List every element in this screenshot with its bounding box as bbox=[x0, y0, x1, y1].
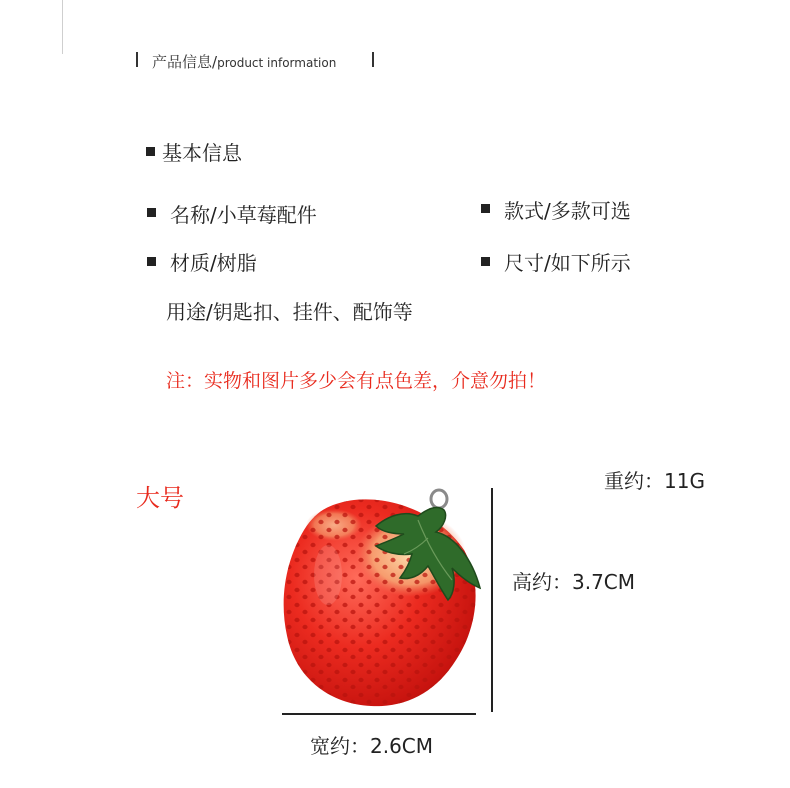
weight-label: 重约：11G bbox=[604, 469, 705, 493]
bullet-square bbox=[481, 204, 490, 213]
info-material: 材质/树脂 bbox=[170, 251, 257, 275]
bullet-square bbox=[147, 257, 156, 266]
bullet-square bbox=[146, 147, 155, 156]
bullet-square bbox=[147, 208, 156, 217]
info-name: 名称/小草莓配件 bbox=[170, 203, 317, 227]
info-usage: 用途/钥匙扣、挂件、配饰等 bbox=[166, 300, 413, 324]
bullet-square bbox=[481, 257, 490, 266]
strawberry-charm-icon bbox=[276, 480, 492, 712]
width-label: 宽约：2.6CM bbox=[310, 734, 434, 758]
info-size: 尺寸/如下所示 bbox=[504, 251, 631, 275]
basic-info-heading: 基本信息 bbox=[162, 141, 242, 165]
height-dimension-line bbox=[491, 488, 493, 712]
header-right-bar bbox=[372, 52, 374, 67]
top-divider-line bbox=[62, 0, 63, 54]
size-label: 大号 bbox=[136, 484, 184, 512]
info-style: 款式/多款可选 bbox=[504, 199, 631, 223]
color-difference-note: 注：实物和图片多少会有点色差，介意勿拍！ bbox=[166, 370, 547, 392]
header-left-bar bbox=[136, 52, 138, 67]
section-header bbox=[152, 51, 336, 72]
header-title-en: product information bbox=[217, 56, 337, 70]
width-dimension-line bbox=[282, 713, 476, 715]
header-separator: / bbox=[212, 53, 218, 71]
header-title-cn: 产品信息 bbox=[152, 53, 213, 71]
height-label: 高约：3.7CM bbox=[512, 570, 636, 594]
